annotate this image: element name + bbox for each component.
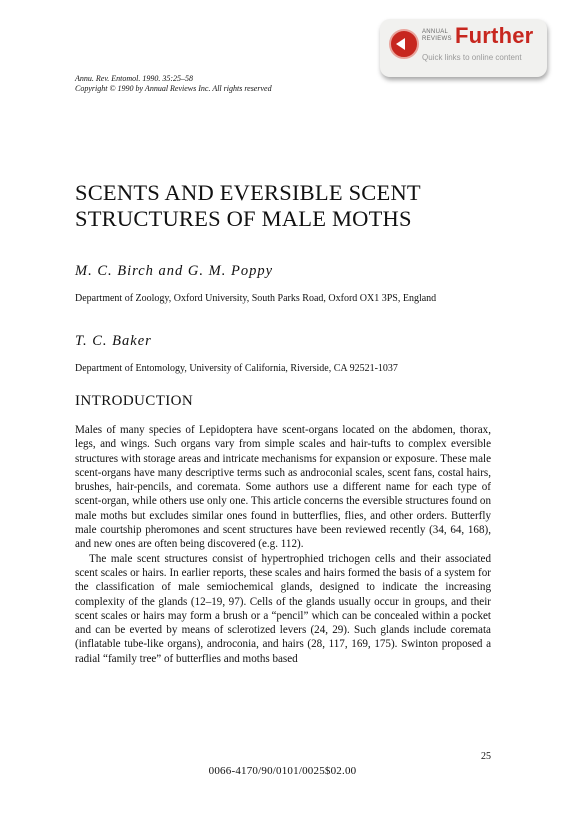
journal-citation-line: Annu. Rev. Entomol. 1990. 35:25–58 xyxy=(75,74,194,83)
badge-reviews-text: REVIEWS xyxy=(422,36,452,42)
badge-publisher xyxy=(422,29,452,43)
page-number: 25 xyxy=(481,751,491,762)
affiliation-zoology: Department of Zoology, Oxford University, South Parks Road, Oxford OX1 3PS, England xyxy=(75,293,437,304)
article-title xyxy=(75,180,515,232)
badge-annual-text: ANNUAL xyxy=(422,29,449,35)
title-line-2: STRUCTURES OF MALE MOTHS xyxy=(75,206,412,231)
authors-secondary: T. C. Baker xyxy=(75,333,152,349)
article-body xyxy=(75,423,491,666)
annual-reviews-logo-icon xyxy=(389,29,419,59)
badge-further-text: Further xyxy=(455,23,534,48)
annual-reviews-further-badge[interactable] xyxy=(380,19,547,77)
authors-primary: M. C. Birch and G. M. Poppy xyxy=(75,263,274,279)
title-line-1: SCENTS AND EVERSIBLE SCENT xyxy=(75,180,421,205)
paragraph: Males of many species of Lepidoptera have scent-organs located on the abdomen, thorax, legs, and wings. Such organs vary from simple scales and hair-tufts to complex eversible structures with storage areas and intricate mechanisms for expansion or exposure. These male scent-organs have many descriptive terms such as androconial scales, scent fans, costal hairs, brushes, hair-pencils, and coremata. Some authors use a different name for each type of scent-organ, while others use only one. This article concerns the eversible structures found on male moths but excludes similar ones found in butterflies, flies, and other orders. Butterfly male courtship pheromones and scent structures have been reviewed recently (34, 64, 168), and new ones are often being discovered (e.g. 112). xyxy=(75,424,491,551)
footer-code: 0066-4170/90/0101/0025$02.00 xyxy=(208,765,357,777)
copyright-line: Copyright © 1990 by Annual Reviews Inc. All rights reserved xyxy=(75,84,272,93)
section-heading: INTRODUCTION xyxy=(75,393,194,409)
badge-tagline: Quick links to online content xyxy=(422,53,522,62)
journal-citation xyxy=(75,74,272,94)
paragraph: The male scent structures consist of hypertrophied trichogen cells and their associated scent scales or hairs. In earlier reports, these scales and hairs formed the basis of a system for the classification of male semiochemical glands, designed to indicate the increasing complexity of the glands (12–19, 97). Cells of the glands usually occur in groups, and their scent scales or hairs may form a brush or a “pencil” which can be concealed within a pocket and can be everted by means of sclerotized levers (24, 29). Such glands include coremata (inflatable tube-like organs), androconia, and hairs (28, 117, 169, 175). Swinton proposed a radial “family tree” of butterflies and moths based xyxy=(75,552,491,665)
affiliation-entomology: Department of Entomology, University of California, Riverside, CA 92521-1037 xyxy=(75,363,398,374)
